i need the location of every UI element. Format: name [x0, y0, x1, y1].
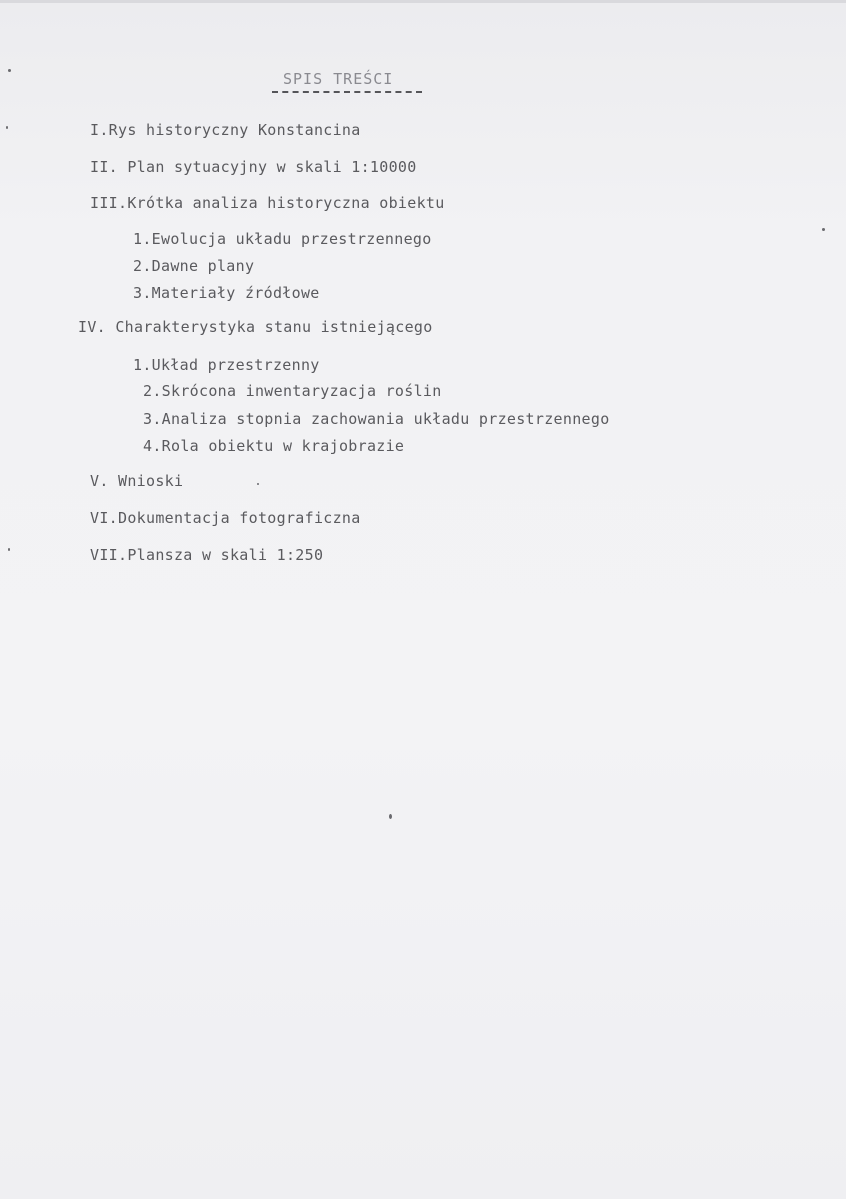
paper-speck	[822, 228, 825, 231]
toc-entry-4: IV. Charakterystyka stanu istniejącego	[78, 318, 433, 336]
document-title: SPIS TREŚCI	[283, 70, 394, 88]
page-top-edge	[0, 0, 846, 3]
toc-entry-7: VII.Plansza w skali 1:250	[90, 546, 324, 564]
toc-subentry-4-2: 2.Skrócona inwentaryzacja roślin	[143, 382, 442, 400]
toc-subentry-4-4: 4.Rola obiektu w krajobrazie	[143, 437, 405, 455]
paper-speck	[257, 483, 259, 485]
toc-subentry-3-3: 3.Materiały źródłowe	[133, 284, 320, 302]
toc-subentry-4-3: 3.Analiza stopnia zachowania układu przestrzennego	[143, 410, 610, 428]
toc-subentry-3-2: 2.Dawne plany	[133, 257, 255, 275]
paper-speck	[8, 69, 11, 72]
paper-speck	[6, 126, 8, 129]
toc-subentry-3-1: 1.Ewolucja układu przestrzennego	[133, 230, 432, 248]
paper-speck	[389, 814, 392, 819]
toc-entry-3: III.Krótka analiza historyczna obiektu	[90, 194, 445, 212]
toc-entry-6: VI.Dokumentacja fotograficzna	[90, 509, 361, 527]
toc-subentry-4-1: 1.Układ przestrzenny	[133, 356, 320, 374]
title-underline	[272, 91, 422, 93]
toc-entry-2: II. Plan sytuacyjny w skali 1:10000	[90, 158, 417, 176]
toc-entry-1: I.Rys historyczny Konstancina	[90, 121, 361, 139]
toc-entry-5: V. Wnioski	[90, 472, 184, 490]
paper-speck	[8, 548, 10, 551]
